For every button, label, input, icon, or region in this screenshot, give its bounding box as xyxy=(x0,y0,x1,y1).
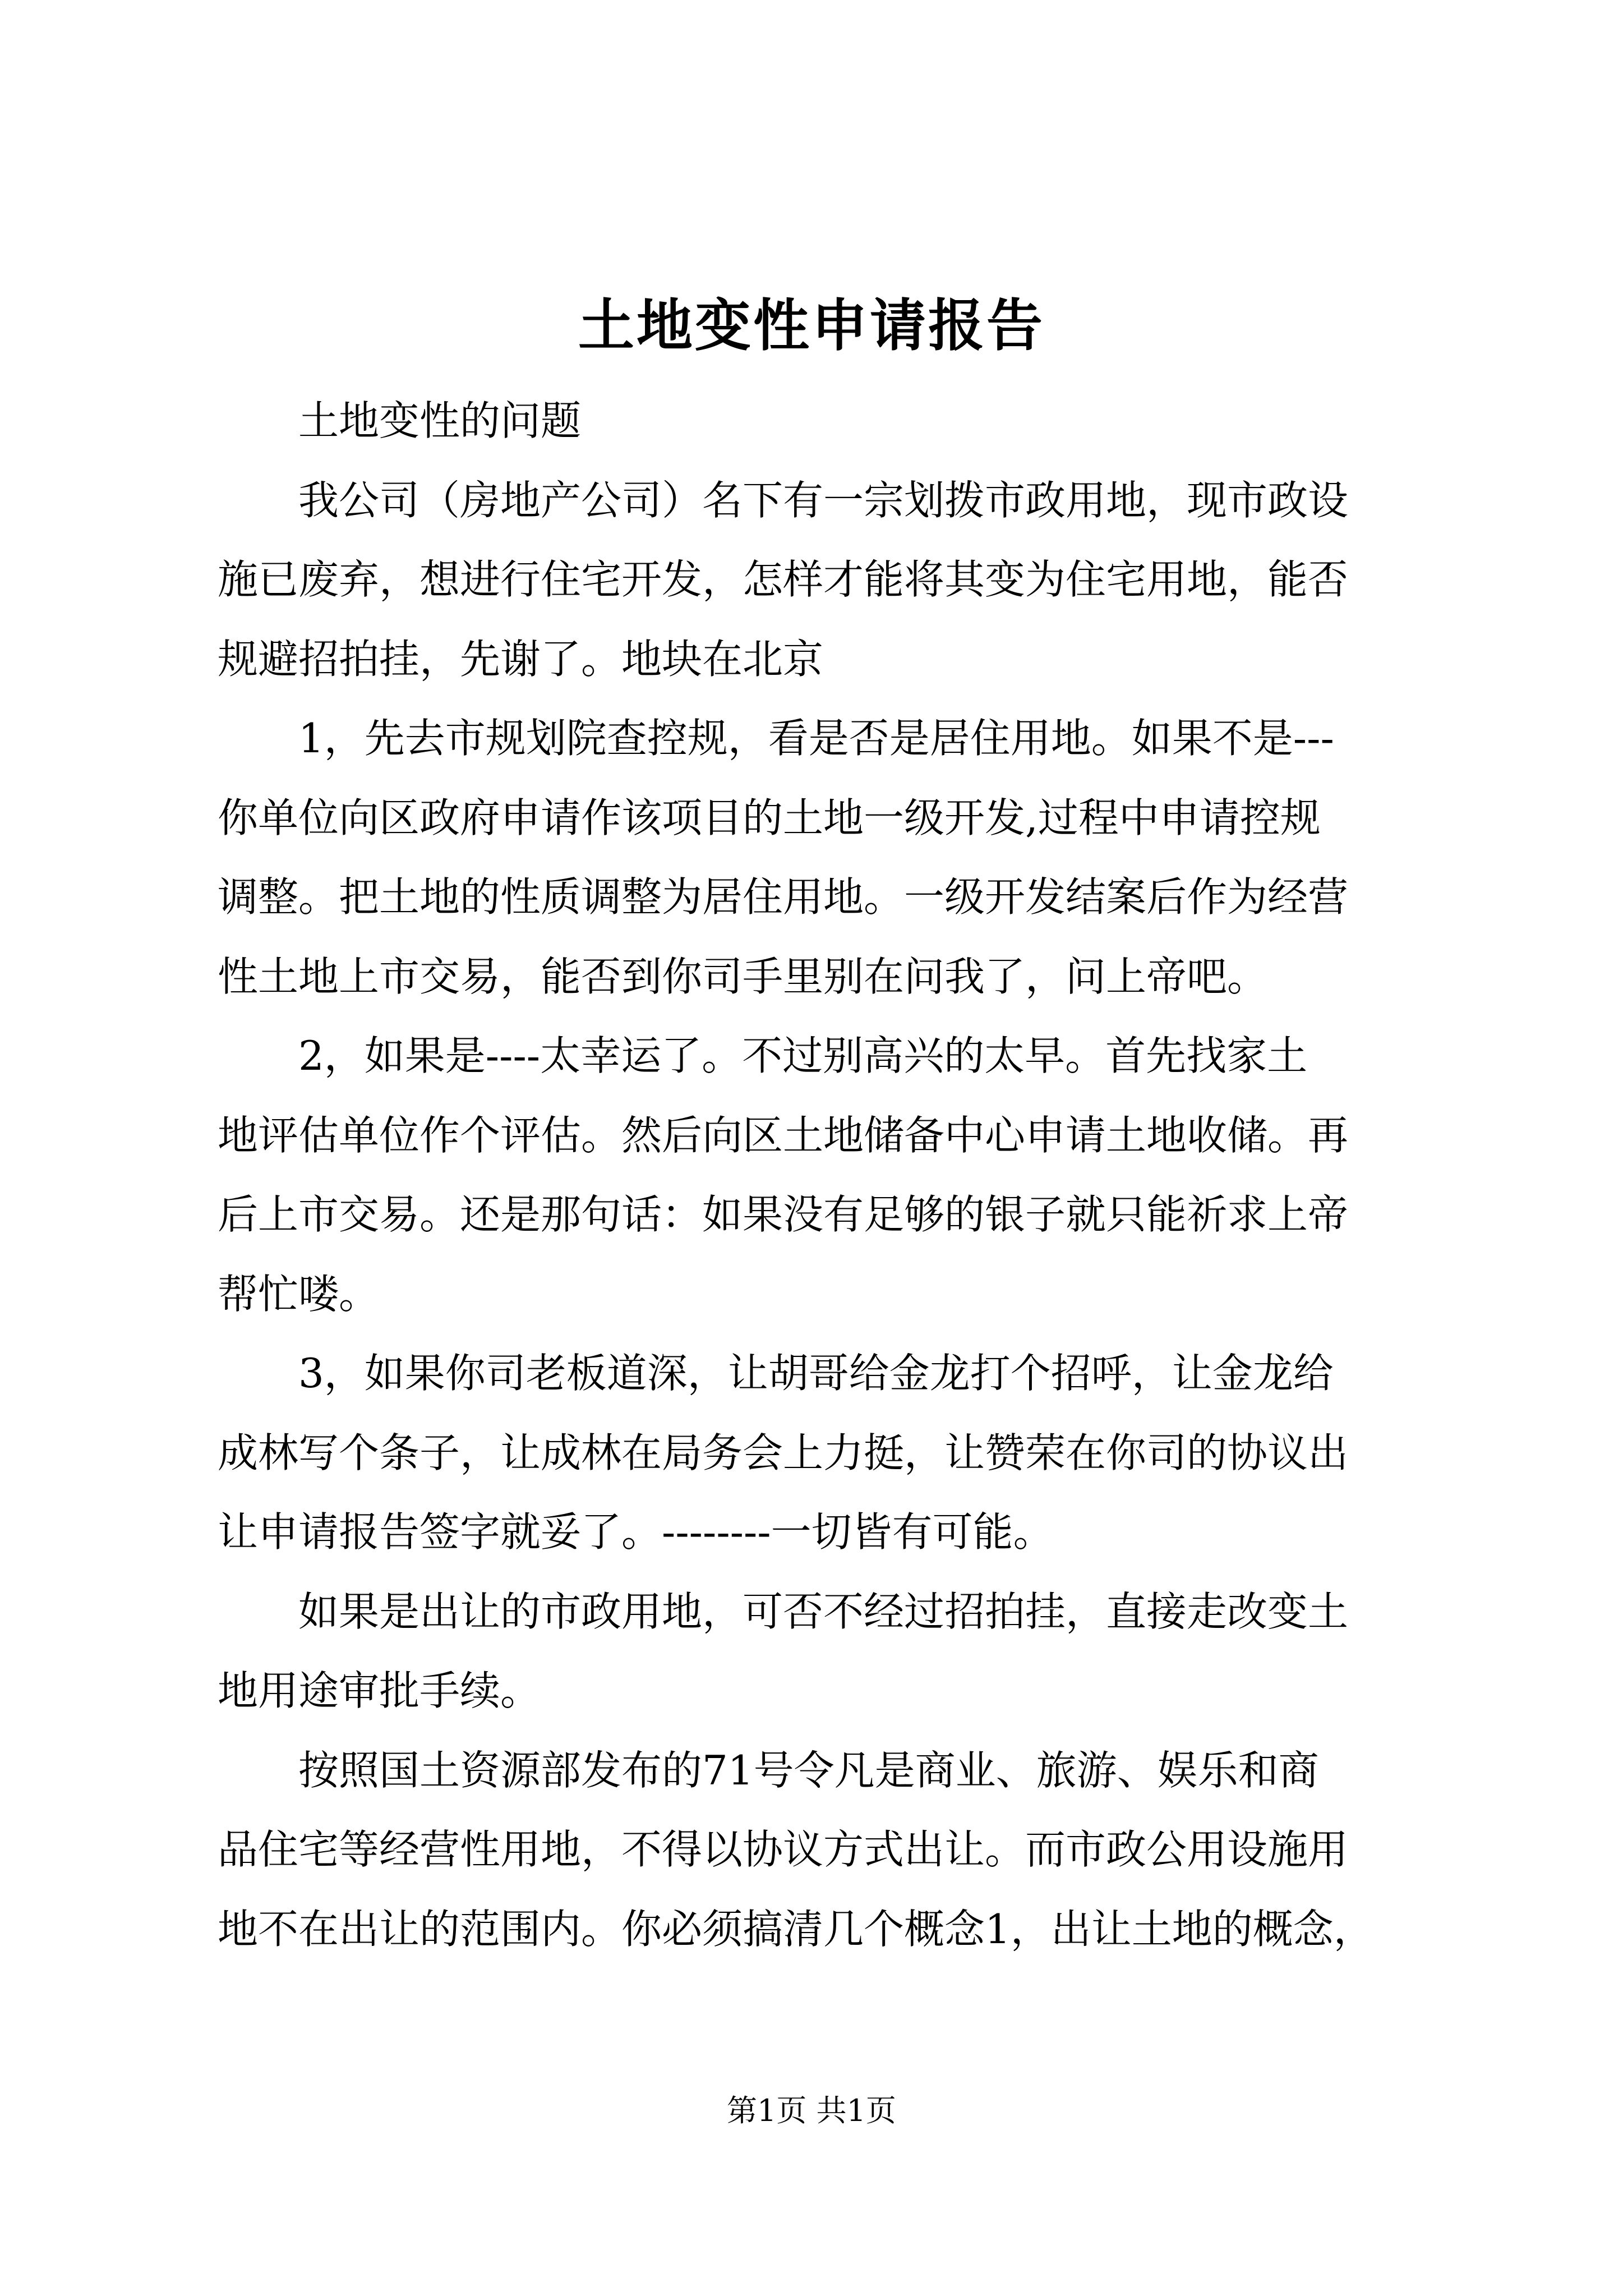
body-line: 品住宅等经营性用地，不得以协议方式出让。而市政公用设施用 xyxy=(218,1826,1349,1873)
body-line: 2，如果是----太幸运了。不过别高兴的太早。首先找家土 xyxy=(218,1032,1308,1079)
body-line: 如果是出让的市政用地，可否不经过招拍挂，直接走改变土 xyxy=(218,1588,1349,1635)
body-line: 成林写个条子，让成林在局务会上力挺，让赞荣在你司的协议出 xyxy=(218,1429,1349,1476)
body-line: 施已废弃，想进行住宅开发，怎样才能将其变为住宅用地，能否 xyxy=(218,556,1349,603)
body-line: 地评估单位作个评估。然后向区土地储备中心申请土地收储。再 xyxy=(218,1111,1349,1159)
body-line: 后上市交易。还是那句话：如果没有足够的银子就只能祈求上帝 xyxy=(218,1191,1349,1238)
body-line: 土地变性的问题 xyxy=(218,397,582,444)
document-body xyxy=(218,381,1429,1969)
body-line: 我公司（房地产公司）名下有一宗划拨市政用地，现市政设 xyxy=(218,476,1349,524)
document-title: 土地变性申请报告 xyxy=(578,292,1045,358)
body-line: 地用途审批手续。 xyxy=(218,1667,541,1714)
body-line: 性土地上市交易，能否到你司手里别在问我了，问上帝吧。 xyxy=(218,953,1268,1000)
body-line: 按照国土资源部发布的71号令凡是商业、旅游、娱乐和商 xyxy=(218,1746,1319,1794)
body-line: 1，先去市规划院查控规，看是否是居住用地。如果不是--- xyxy=(218,715,1334,762)
page-footer: 第1页 共1页 xyxy=(727,2093,896,2128)
body-line: 你单位向区政府申请作该项目的土地一级开发,过程中申请控规 xyxy=(218,794,1321,841)
body-line: 3，如果你司老板道深，让胡哥给金龙打个招呼，让金龙给 xyxy=(218,1350,1334,1397)
body-line: 调整。把土地的性质调整为居住用地。一级开发结案后作为经营 xyxy=(218,873,1349,921)
body-line: 帮忙喽。 xyxy=(218,1270,380,1318)
body-line: 地不在出让的范围内。你必须搞清几个概念1，出让土地的概念， xyxy=(218,1905,1374,1953)
body-line: 规避招拍挂，先谢了。地块在北京 xyxy=(218,635,824,683)
body-line: 让申请报告签字就妥了。--------一切皆有可能。 xyxy=(218,1508,1054,1556)
